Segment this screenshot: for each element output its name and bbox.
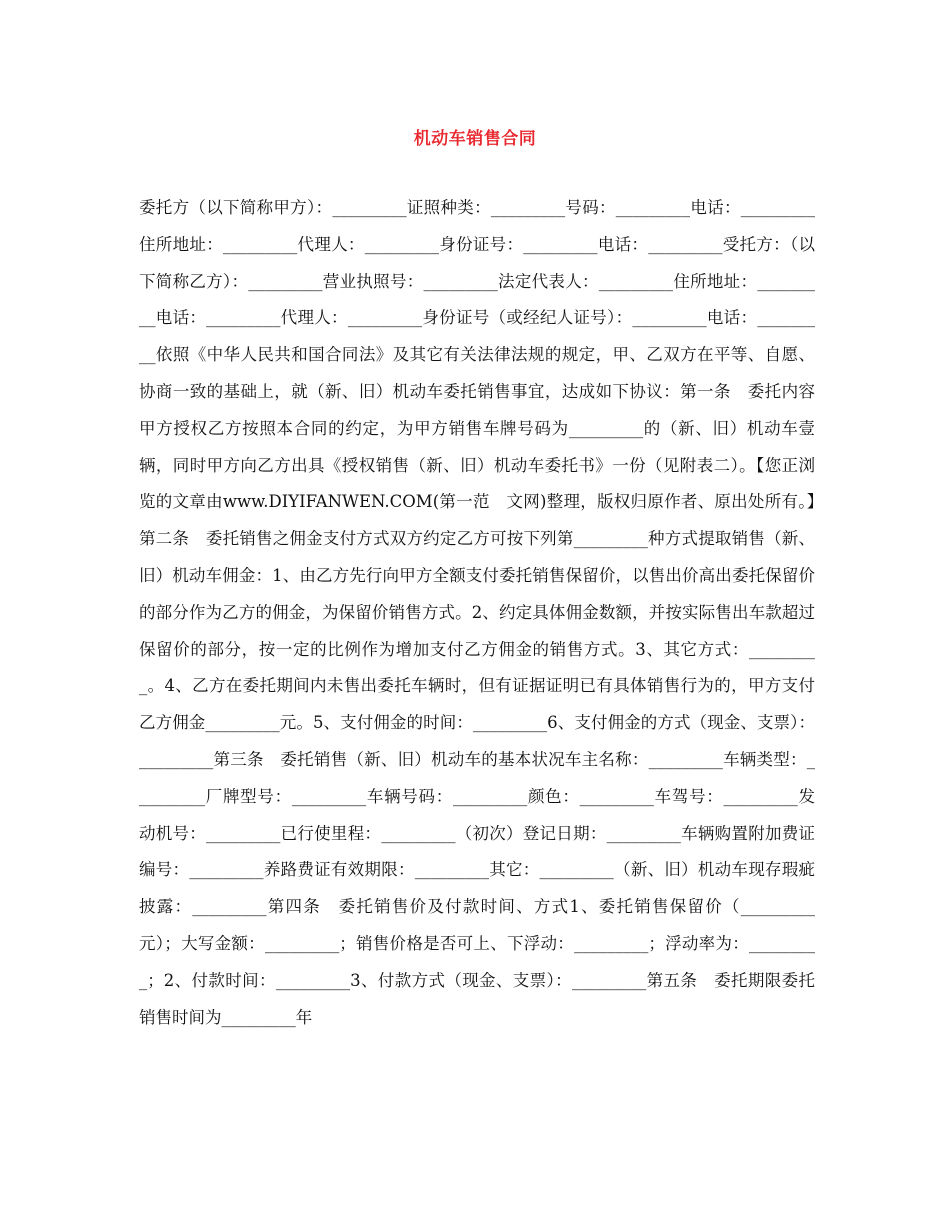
document-title: 机动车销售合同 <box>413 129 537 149</box>
document-body: 委托方（以下简称甲方）：_________证照种类：_________号码：_________电话：_________住所地址：_________代理人：_________身份证号：_________电话：_________受托方：（以下简称乙方）：_________营业执照号：_________法定代表人：_________住所地址：_________电话：_________代理人：_________身份证号（或经纪人证号）：_________电话：_________依照《中华人民共和国合同法》及其它有关法律法规的规定，甲、乙双方在平等、自愿、协商一致的基础上，就（新、旧）机动车委托销售事宜，达成如下协议：第一条 委托内容甲方授权乙方按照本合同的约定，为甲方销售车牌号码为_________的（新、旧）机动车壹辆，同时甲方向乙方出具《授权销售（新、旧）机动车委托书》一份（见附表二）。【您正浏览的文章由www.DIYIFANWEN.COM(第一范 文网)整理，版权归原作者、原出处所有。】第二条 委托销售之佣金支付方式双方约定乙方可按下列第_________种方式提取销售（新、旧）机动车佣金：1、由乙方先行向甲方全额支付委托销售保留价，以售出价高出委托保留价的部分作为乙方的佣金，为保留价销售方式。2、约定具体佣金数额，并按实际售出车款超过保留价的部分，按一定的比例作为增加支付乙方佣金的销售方式。3、其它方式：_________。4、乙方在委托期间内未售出委托车辆时，但有证据证明已有具体销售行为的，甲方支付乙方佣金_________元。5、支付佣金的时间：_________6、支付佣金的方式（现金、支票）：_________第三条 委托销售（新、旧）机动车的基本状况车主名称：_________车辆类型：_________厂牌型号：_________车辆号码：_________颜色：_________车驾号：_________发动机号：_________已行使里程：_________（初次）登记日期：_________车辆购置附加费证编号：_________养路费证有效期限：_________其它：_________（新、旧）机动车现存瑕疵披露：_________第四条 委托销售价及付款时间、方式1、委托销售保留价（_________元）；大写金额：_________；销售价格是否可上、下浮动：_________；浮动率为：_________；2、付款时间：_________3、付款方式（现金、支票）：_________第五条 委托期限委托销售时间为_________年 <box>139 198 816 1027</box>
